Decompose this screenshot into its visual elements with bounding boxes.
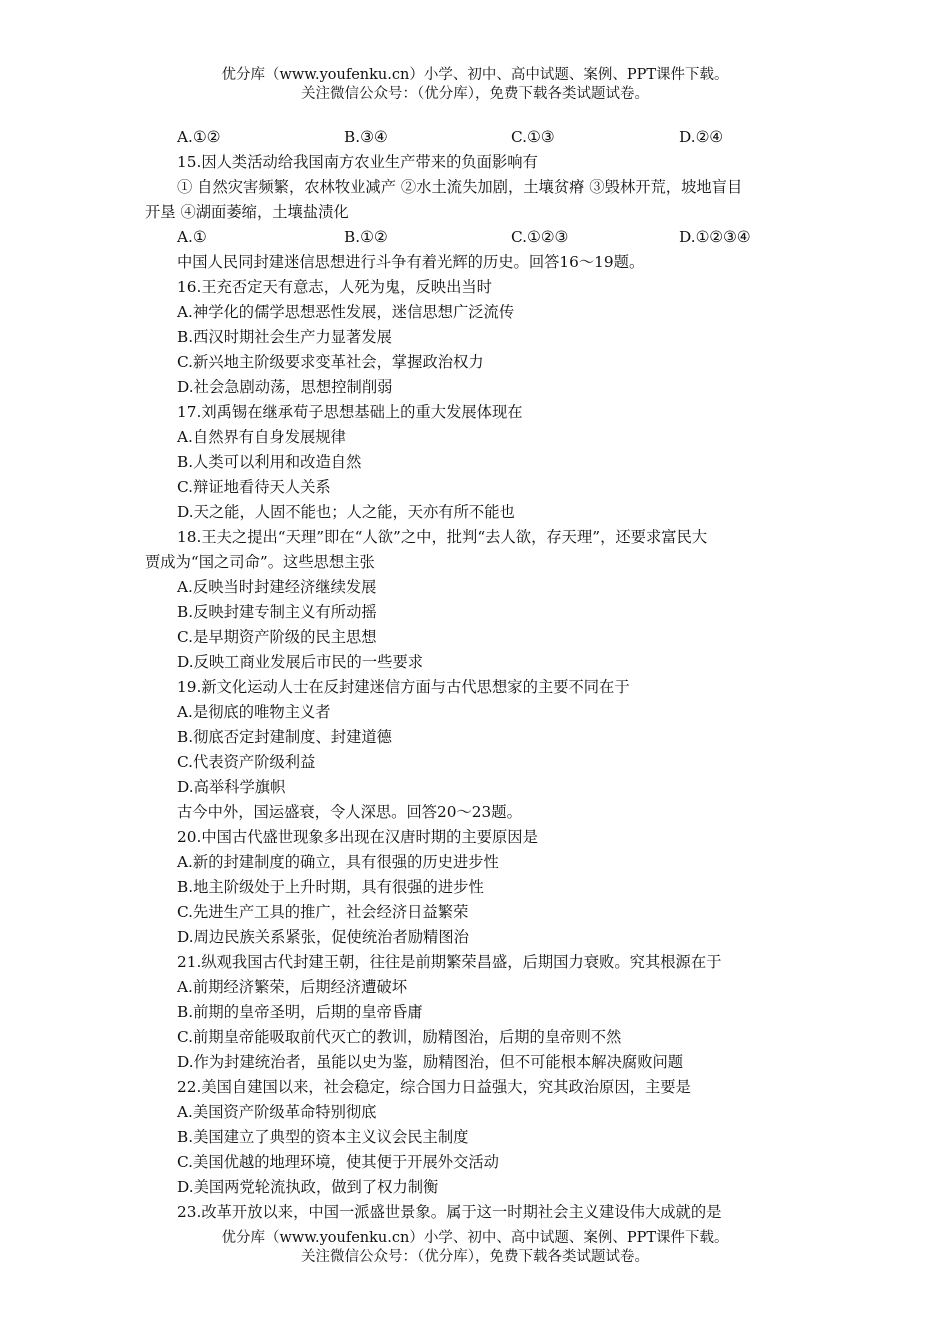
footer-line-1: 优分库（www.youfenku.cn）小学、初中、高中试题、案例、PPT课件下载。	[221, 1230, 729, 1246]
option-a: A.①	[177, 228, 207, 246]
option-a: A.自然界有自身发展规律	[177, 428, 346, 446]
option-b: B.彻底否定封建制度、封建道德	[177, 728, 392, 746]
option-a: A.新的封建制度的确立，具有很强的历史进步性	[177, 853, 499, 871]
option-c: C.前期皇帝能吸取前代灭亡的教训，励精图治，后期的皇帝则不然	[177, 1028, 622, 1046]
option-c: C.美国优越的地理环境，使其便于开展外交活动	[177, 1153, 499, 1171]
footer-line-2: 关注微信公众号：（优分库），免费下载各类试题试卷。	[301, 1249, 649, 1265]
option-d: D.周边民族关系紧张，促使统治者励精图治	[177, 928, 469, 946]
option-d: D.作为封建统治者，虽能以史为鉴，励精图治，但不可能根本解决腐败问题	[177, 1053, 684, 1071]
question-18-line-2: 贾成为“国之司命”。这些思想主张	[145, 553, 375, 571]
question-18-line-1: 18.王夫之提出“天理”即在“人欲”之中，批判“去人欲，存天理”，还要求富民大	[177, 528, 708, 546]
option-b: B.西汉时期社会生产力显著发展	[177, 328, 392, 346]
option-c: C.①③	[511, 128, 555, 146]
option-b: B.③④	[344, 128, 388, 146]
option-d: D.高举科学旗帜	[177, 778, 286, 796]
option-c: C.代表资产阶级利益	[177, 753, 316, 771]
question-23: 23.改革开放以来，中国一派盛世景象。属于这一时期社会主义建设伟大成就的是	[177, 1203, 722, 1221]
option-c: C.①②③	[511, 228, 569, 246]
question-22: 22.美国自建国以来，社会稳定，综合国力日益强大，究其政治原因，主要是	[177, 1078, 691, 1096]
q15-options	[145, 225, 815, 250]
option-c: C.先进生产工具的推广，社会经济日益繁荣	[177, 903, 469, 921]
option-d: D.天之能，人固不能也；人之能，天亦有所不能也	[177, 503, 515, 521]
option-a: A.神学化的儒学思想恶性发展，迷信思想广泛流传	[177, 303, 515, 321]
option-c: C.是早期资产阶级的民主思想	[177, 628, 377, 646]
option-b: B.反映封建专制主义有所动摇	[177, 603, 377, 621]
option-a: A.反映当时封建经济继续发展	[177, 578, 377, 596]
option-d: D.美国两党轮流执政，做到了权力制衡	[177, 1178, 439, 1196]
section-intro-16-19: 中国人民同封建迷信思想进行斗争有着光辉的历史。回答16～19题。	[177, 253, 645, 271]
option-d: D.①②③④	[679, 228, 751, 246]
option-a: A.美国资产阶级革命特别彻底	[177, 1103, 377, 1121]
option-d: D.反映工商业发展后市民的一些要求	[177, 653, 424, 671]
q15-items-line-2: 开垦 ④湖面萎缩，土壤盐渍化	[145, 203, 349, 221]
option-a: A.是彻底的唯物主义者	[177, 703, 331, 721]
question-21: 21.纵观我国古代封建王朝，往往是前期繁荣昌盛，后期国力衰败。究其根源在于	[177, 953, 722, 971]
exam-body	[145, 125, 815, 1225]
q14-options	[145, 125, 815, 150]
q15-items-line-1: ① 自然灾害频繁，农林牧业减产 ②水土流失加剧，土壤贫瘠 ③毁林开荒，坡地盲目	[177, 178, 743, 196]
option-b: B.人类可以利用和改造自然	[177, 453, 362, 471]
question-19: 19.新文化运动人士在反封建迷信方面与古代思想家的主要不同在于	[177, 678, 630, 696]
option-a: A.前期经济繁荣，后期经济遭破坏	[177, 978, 408, 996]
option-b: B.地主阶级处于上升时期，具有很强的进步性	[177, 878, 484, 896]
page-footer	[0, 1229, 950, 1267]
option-d: D.社会急剧动荡，思想控制削弱	[177, 378, 393, 396]
question-20: 20.中国古代盛世现象多出现在汉唐时期的主要原因是	[177, 828, 538, 846]
option-a: A.①②	[177, 128, 221, 146]
header-line-2: 关注微信公众号：（优分库），免费下载各类试题试卷。	[301, 86, 649, 102]
question-17: 17.刘禹锡在继承荀子思想基础上的重大发展体现在	[177, 403, 523, 421]
option-d: D.②④	[679, 128, 724, 146]
section-intro-20-23: 古今中外，国运盛衰，令人深思。回答20～23题。	[177, 803, 522, 821]
question-15: 15.因人类活动给我国南方农业生产带来的负面影响有	[177, 153, 538, 171]
question-16: 16.王充否定天有意志，人死为鬼，反映出当时	[177, 278, 492, 296]
option-c: C.新兴地主阶级要求变革社会，掌握政治权力	[177, 353, 484, 371]
option-b: B.美国建立了典型的资本主义议会民主制度	[177, 1128, 469, 1146]
header-line-1: 优分库（www.youfenku.cn）小学、初中、高中试题、案例、PPT课件下载。	[221, 67, 729, 83]
option-c: C.辩证地看待天人关系	[177, 478, 331, 496]
page-header	[0, 66, 950, 104]
option-b: B.①②	[344, 228, 388, 246]
option-b: B.前期的皇帝圣明，后期的皇帝昏庸	[177, 1003, 423, 1021]
